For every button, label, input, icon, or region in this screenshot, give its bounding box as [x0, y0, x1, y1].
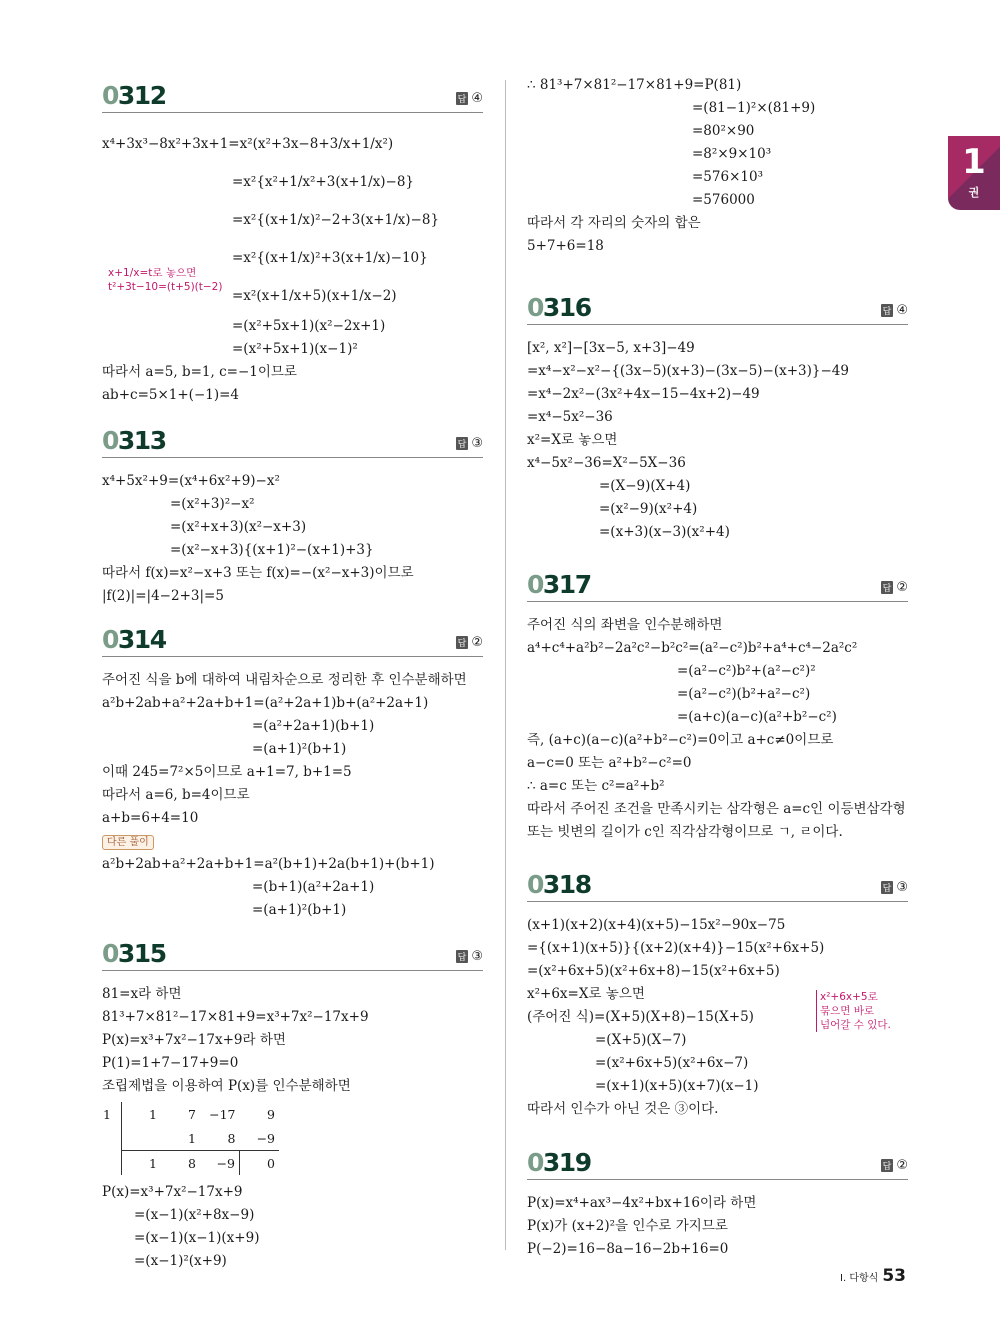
problem-header — [527, 292, 908, 325]
problem-number-prefix: 0 — [527, 870, 543, 899]
answer-label — [456, 436, 483, 451]
solution-line: =x²{x²+1/x²+3(x+1/x)−8} — [232, 174, 415, 190]
solution-line: =(x²+6x+5)(x²+6x−7) — [595, 1055, 749, 1071]
synthetic-cell: −17 — [209, 1106, 236, 1122]
solution-line: 따라서 인수가 아닌 것은 ③이다. — [527, 1101, 719, 1117]
synthetic-cell: 9 — [267, 1106, 275, 1122]
solution-line: x²=X로 놓으면 — [527, 432, 618, 448]
page-number: 53 — [882, 1266, 906, 1286]
problem-number-rest: 313 — [117, 426, 166, 455]
solution-line: a²b+2ab+a²+2a+b+1=a²(b+1)+2a(b+1)+(b+1) — [102, 856, 435, 872]
solution-line: 따라서 각 자리의 숫자의 합은 — [527, 215, 701, 231]
answer-tag-icon: 답 — [881, 1159, 894, 1172]
problem-number-prefix: 0 — [527, 293, 543, 322]
solution-line: =x²{(x+1/x)²−2+3(x+1/x)−8} — [232, 212, 440, 228]
solution-line: 따라서 a=5, b=1, c=−1이므로 — [102, 364, 297, 380]
synthetic-division-table — [102, 1102, 279, 1175]
solution-body — [102, 971, 483, 1273]
problem-number-prefix: 0 — [102, 625, 118, 654]
solution-line: 또는 빗변의 길이가 c인 직각삼각형이므로 ㄱ, ㄹ이다. — [527, 824, 843, 840]
solution-line: a−c=0 또는 a²+b²−c²=0 — [527, 755, 692, 771]
solution-line: =576×10³ — [692, 169, 763, 185]
problem-number — [102, 81, 166, 110]
answer-value: ② — [471, 635, 483, 650]
problem-0313 — [102, 425, 483, 608]
solution-body — [102, 113, 483, 407]
alt-solution-badge: 다른 풀이 — [102, 835, 154, 850]
synthetic-cell: 0 — [240, 1151, 280, 1176]
problem-number — [102, 426, 166, 455]
solution-line: P(x)=x³+7x²−17x+9라 하면 — [102, 1032, 286, 1048]
answer-value: ③ — [896, 880, 908, 895]
problem-header — [102, 624, 483, 657]
problem-header — [102, 80, 483, 113]
answer-value: ② — [896, 580, 908, 595]
solution-line: =(a²+2a+1)(b+1) — [252, 718, 375, 734]
solution-line: 81³+7×81²−17×81+9=x³+7x²−17x+9 — [102, 1009, 369, 1025]
solution-line: 81=x라 하면 — [102, 986, 182, 1002]
problem-number — [527, 293, 591, 322]
problem-number-prefix: 0 — [527, 570, 543, 599]
problem-0314 — [102, 624, 483, 922]
problem-number — [102, 625, 166, 654]
answer-value: ④ — [471, 91, 483, 106]
problem-0316 — [527, 292, 908, 544]
answer-tag-icon: 답 — [881, 304, 894, 317]
solution-line: =(a+1)²(b+1) — [252, 902, 347, 918]
solution-line: ∴ a=c 또는 c²=a²+b² — [527, 778, 665, 794]
answer-label — [881, 1158, 908, 1173]
problem-number — [527, 1148, 591, 1177]
answer-label — [881, 580, 908, 595]
problem-0317 — [527, 569, 908, 844]
solution-line: =x²{(x+1/x)²+3(x+1/x)−10} — [232, 250, 428, 266]
solution-line: x⁴−5x²−36=X²−5X−36 — [527, 455, 686, 471]
solution-body — [527, 1180, 908, 1261]
solution-line: 이때 245=7²×5이므로 a+1=7, b+1=5 — [102, 764, 352, 780]
column-divider — [505, 80, 506, 1250]
solution-line: a+b=6+4=10 — [102, 810, 199, 826]
problem-number-prefix: 0 — [527, 1148, 543, 1177]
solution-line: =(x²−x+3){(x+1)²−(x+1)+3} — [170, 542, 374, 558]
solution-line: =(x²+5x+1)(x²−2x+1) — [232, 318, 386, 334]
solution-line: P(1)=1+7−17+9=0 — [102, 1055, 239, 1071]
synthetic-cell — [122, 1126, 162, 1151]
problem-number-rest: 319 — [542, 1148, 591, 1177]
synthetic-cell: 7 — [188, 1106, 196, 1122]
solution-line: =(X−9)(X+4) — [599, 478, 691, 494]
solution-line: 주어진 식의 좌변을 인수분해하면 — [527, 617, 723, 633]
solution-line: =(a+c)(a−c)(a²+b²−c²) — [677, 709, 837, 725]
annotation-line: 묶으면 바로 — [820, 1005, 875, 1017]
solution-line: =(X+5)(X−7) — [595, 1032, 687, 1048]
synthetic-row — [102, 1126, 279, 1151]
solution-line: 따라서 a=6, b=4이므로 — [102, 787, 250, 803]
solution-line: |f(2)|=|4−2+3|=5 — [102, 588, 224, 604]
chapter-label: I. 다항식 — [840, 1273, 879, 1284]
problem-header — [527, 569, 908, 602]
problem-number — [102, 939, 166, 968]
solution-line: =(x−1)(x−1)(x+9) — [134, 1230, 260, 1246]
problem-number — [527, 570, 591, 599]
solution-line: P(−2)=16−8a−16−2b+16=0 — [527, 1241, 729, 1257]
annotation-line: x+1/x=t로 놓으면 — [108, 267, 197, 279]
solution-line: =x⁴−5x²−36 — [527, 409, 613, 425]
solution-line: P(x)가 (x+2)²을 인수로 가지므로 — [527, 1218, 728, 1234]
solution-line: x⁴+5x²+9=(x⁴+6x²+9)−x² — [102, 473, 280, 489]
problem-header — [102, 425, 483, 458]
solution-body — [102, 657, 483, 922]
synthetic-cell — [102, 1126, 122, 1151]
solution-body — [527, 602, 908, 844]
answer-label — [881, 880, 908, 895]
problem-number-rest: 318 — [542, 870, 591, 899]
synthetic-cell: 1 — [122, 1102, 162, 1126]
problem-header — [102, 938, 483, 971]
solution-body — [527, 62, 908, 258]
solution-line: =(x²−9)(x²+4) — [599, 501, 698, 517]
annotation-substitution — [108, 266, 222, 294]
synthetic-cell: −9 — [240, 1126, 280, 1151]
annotation-line: x²+6x+5로 — [820, 991, 878, 1003]
solution-line: =x⁴−x²−x²−{(3x−5)(x+3)−(3x−5)−(x+3)}−49 — [527, 363, 849, 379]
solution-body — [527, 325, 908, 544]
synthetic-cell: 8 — [200, 1126, 240, 1151]
answer-tag-icon: 답 — [456, 92, 469, 105]
answer-tag-icon: 답 — [456, 437, 469, 450]
solution-body — [102, 458, 483, 608]
problem-header — [527, 1147, 908, 1180]
answer-value: ③ — [471, 949, 483, 964]
problem-0319 — [527, 1147, 908, 1261]
solution-line: =x²(x+1/x+5)(x+1/x−2) — [232, 288, 397, 304]
synthetic-row — [102, 1151, 279, 1176]
solution-line: a²b+2ab+a²+2a+b+1=(a²+2a+1)b+(a²+2a+1) — [102, 695, 429, 711]
problem-number — [527, 870, 591, 899]
solution-line: ab+c=5×1+(−1)=4 — [102, 387, 240, 403]
solution-line: =8²×9×10³ — [692, 146, 772, 162]
synthetic-cell — [102, 1151, 122, 1176]
problem-header — [527, 869, 908, 902]
answer-value: ③ — [471, 436, 483, 451]
answer-value: ② — [896, 1158, 908, 1173]
solution-line: =(x−1)(x²+8x−9) — [134, 1207, 255, 1223]
solution-line: a⁴+c⁴+a²b²−2a²c²−b²c²=(a²−c²)b²+a⁴+c⁴−2a²c² — [527, 640, 858, 656]
solution-line: =(a²−c²)(b²+a²−c²) — [677, 686, 811, 702]
answer-tag-icon: 답 — [456, 950, 469, 963]
problem-number-rest: 314 — [117, 625, 166, 654]
solution-line: =x⁴−2x²−(3x²+4x−15−4x+2)−49 — [527, 386, 760, 402]
problem-number-rest: 315 — [117, 939, 166, 968]
solution-line: =(x+3)(x−3)(x²+4) — [599, 524, 730, 540]
problem-0315 — [102, 938, 483, 1273]
problem-number-rest: 316 — [542, 293, 591, 322]
annotation-line: 넘어갈 수 있다. — [820, 1019, 891, 1031]
solution-line: [x², x²]−[3x−5, x+3]−49 — [527, 340, 695, 356]
solution-line: =(x²+5x+1)(x−1)² — [232, 341, 358, 357]
answer-tag-icon: 답 — [456, 636, 469, 649]
answer-value: ④ — [896, 303, 908, 318]
solution-line: 주어진 식을 b에 대하여 내림차순으로 정리한 후 인수분해하면 — [102, 672, 467, 688]
solution-line: =(x−1)²(x+9) — [134, 1253, 227, 1269]
solution-line: x²+6x=X로 놓으면 — [527, 986, 645, 1002]
alt-solution-row — [102, 830, 483, 853]
solution-line: 즉, (a+c)(a−c)(a²+b²−c²)=0이고 a+c≠0이므로 — [527, 732, 834, 748]
solution-line: (주어진 식)=(X+5)(X+8)−15(X+5) — [527, 1009, 754, 1025]
problem-0312 — [102, 80, 483, 407]
synthetic-cell: 1 — [161, 1126, 200, 1151]
answer-label — [456, 635, 483, 650]
solution-line: 5+7+6=18 — [527, 238, 604, 254]
solution-line: ∴ 81³+7×81²−17×81+9=P(81) — [527, 77, 742, 93]
annotation-shortcut — [816, 990, 891, 1032]
footer — [840, 1266, 906, 1286]
solution-line: =(a+1)²(b+1) — [252, 741, 347, 757]
solution-line: P(x)=x⁴+ax³−4x²+bx+16이라 하면 — [527, 1195, 757, 1211]
solution-line: =(b+1)(a²+2a+1) — [252, 879, 375, 895]
problem-number-prefix: 0 — [102, 939, 118, 968]
answer-label — [456, 91, 483, 106]
solution-line: (x+1)(x+2)(x+4)(x+5)−15x²−90x−75 — [527, 917, 786, 933]
volume-label: 권 — [968, 186, 980, 199]
solution-line: 따라서 주어진 조건을 만족시키는 삼각형은 a=c인 이등변삼각형 — [527, 801, 906, 817]
volume-tab — [948, 136, 1000, 210]
solution-line: =(x²+6x+5)(x²+6x+8)−15(x²+6x+5) — [527, 963, 780, 979]
answer-tag-icon: 답 — [881, 881, 894, 894]
solution-line: =80²×90 — [692, 123, 755, 139]
synthetic-cell: 1 — [103, 1106, 111, 1122]
solution-line: x⁴+3x³−8x²+3x+1=x²(x²+3x−8+3/x+1/x²) — [102, 136, 394, 152]
answer-label — [456, 949, 483, 964]
problem-0315-continued — [527, 62, 908, 258]
solution-line: =(x²+3)²−x² — [170, 496, 255, 512]
synthetic-row — [102, 1102, 279, 1126]
solution-line: =(x+1)(x+5)(x+7)(x−1) — [595, 1078, 759, 1094]
problem-number-rest: 317 — [542, 570, 591, 599]
solution-line: =(a²−c²)b²+(a²−c²)² — [677, 663, 816, 679]
solution-line: =(81−1)²×(81+9) — [692, 100, 816, 116]
volume-number: 1 — [962, 142, 986, 182]
synthetic-cell: −9 — [216, 1155, 235, 1171]
problem-number-prefix: 0 — [102, 81, 118, 110]
problem-number-rest: 312 — [117, 81, 166, 110]
answer-tag-icon: 답 — [881, 581, 894, 594]
synthetic-cell: 1 — [122, 1151, 162, 1176]
solution-line: 조립제법을 이용하여 P(x)를 인수분해하면 — [102, 1078, 351, 1094]
solution-line: 따라서 f(x)=x²−x+3 또는 f(x)=−(x²−x+3)이므로 — [102, 565, 414, 581]
solution-line: =(x²+x+3)(x²−x+3) — [170, 519, 307, 535]
solution-line: ={(x+1)(x+5)}{(x+2)(x+4)}−15(x²+6x+5) — [527, 940, 825, 956]
solution-line: =576000 — [692, 192, 755, 208]
synthetic-cell: 8 — [188, 1155, 196, 1171]
annotation-line: t²+3t−10=(t+5)(t−2) — [108, 281, 223, 293]
solution-line: P(x)=x³+7x²−17x+9 — [102, 1184, 243, 1200]
problem-number-prefix: 0 — [102, 426, 118, 455]
answer-label — [881, 303, 908, 318]
